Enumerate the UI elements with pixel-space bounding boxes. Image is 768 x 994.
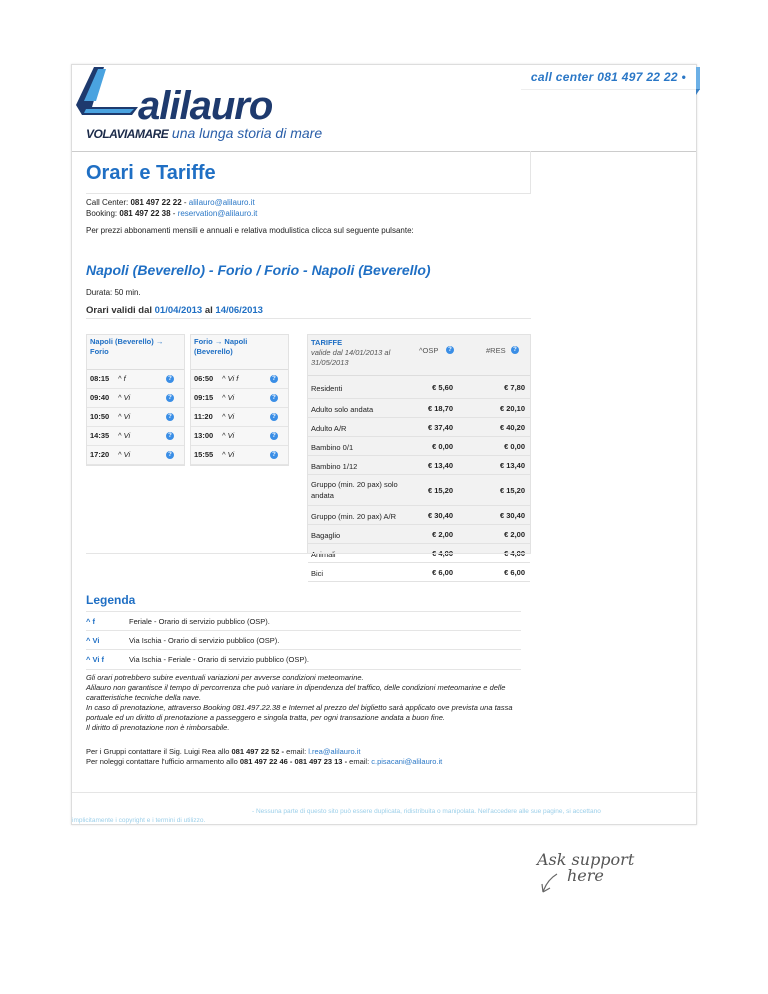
departure-note: ^ Vi (118, 393, 131, 402)
validity-line (86, 305, 263, 316)
info-icon[interactable]: ? (166, 451, 174, 459)
tariffe-osp-price: € 37,40 (427, 423, 453, 432)
separator: - (172, 209, 176, 218)
tariffe-osp-price: € 0,00 (432, 442, 453, 451)
table-row (87, 408, 184, 427)
departure-time: 09:15 (194, 393, 214, 402)
info-icon[interactable]: ? (270, 432, 278, 440)
departure-time: 11:20 (194, 412, 213, 421)
call-center-tab[interactable] (521, 67, 700, 90)
tariffe-label: Bagaglio (311, 531, 341, 540)
tariffe-osp-price: € 6,00 (432, 568, 453, 577)
legenda-row (86, 611, 521, 631)
info-icon[interactable]: ? (511, 346, 519, 354)
footer-line-2: implicitamente i copyright e i termini di utilizzo. (72, 817, 206, 824)
tariffe-label: Animali (311, 550, 336, 559)
note-line: Alilauro non garantisce il tempo di percorrenza che può variare in dipendenza del traffico, delle condizioni meteomarine e delle caratteristiche tecniche della nave. (86, 683, 506, 702)
tariffe-row (308, 418, 530, 437)
departure-note: ^ Vi (222, 450, 235, 459)
email-label: email: (286, 747, 307, 756)
legenda-text: Via Ischia - Feriale - Orario di servizio pubblico (OSP). (129, 655, 309, 664)
tariffe-osp-price: € 30,40 (427, 511, 453, 520)
tariffe-osp-price: € 13,40 (427, 461, 453, 470)
departure-time: 15:55 (194, 450, 214, 459)
departure-time: 08:15 (90, 374, 110, 383)
footer (72, 792, 696, 823)
departure-time: 17:20 (90, 450, 110, 459)
validity-mid: al (204, 305, 213, 316)
col-osp-label: ^OSP (419, 346, 439, 355)
tariffe-label: Residenti (311, 384, 343, 393)
call-center-label: Call Center: (86, 198, 129, 207)
note-line: Gli orari potrebbero subire eventuali variazioni per avverse condizioni meteomarine. (86, 673, 364, 682)
legenda-code: ^ Vi (86, 636, 100, 645)
validity-to: 14/06/2013 (215, 305, 263, 316)
call-center-line (86, 197, 257, 208)
tariffe-label: Adulto A/R (311, 424, 347, 433)
validity-divider (86, 318, 531, 319)
info-icon[interactable]: ? (270, 375, 278, 383)
groups-line (86, 747, 442, 757)
legenda-row (86, 649, 521, 670)
tariffe-row (308, 563, 530, 582)
table-row (87, 427, 184, 446)
group-contacts (86, 747, 442, 767)
noleggi-email-link[interactable]: c.pisacani@alilauro.it (371, 757, 443, 766)
timetable-return (190, 334, 289, 466)
call-center-number: 081 497 22 22 (130, 198, 182, 207)
groups-text: Per i Gruppi contattare il Sig. Luigi Rea allo (86, 747, 230, 756)
tariffe-label: Bambino 0/1 (311, 443, 354, 452)
col-res (486, 346, 517, 355)
info-icon[interactable]: ? (446, 346, 454, 354)
header (72, 65, 696, 151)
departure-note: ^ Vi (222, 393, 235, 402)
tariffe-table (307, 334, 531, 578)
footer-line-1: - Nessuna parte di questo sito può essere duplicata, ridistribuita o manipolata. Nell'accedere alle sue pagine, si accettano (252, 808, 601, 815)
tariffe-label: Adulto solo andata (311, 405, 374, 414)
tariffe-validity: valide dal 14/01/2013 al 31/05/2013 (311, 348, 391, 367)
tariffe-osp-price: € 15,20 (427, 486, 453, 495)
tariffe-res-price: € 15,20 (499, 486, 525, 495)
ask-support-widget[interactable] (537, 850, 647, 900)
departure-note: ^ Vi (222, 431, 235, 440)
tariffe-row (308, 506, 530, 525)
legenda-code: ^ f (86, 617, 95, 626)
tariffe-row (308, 399, 530, 418)
tariffe-row (308, 525, 530, 544)
tariffe-res-price: € 2,00 (504, 530, 525, 539)
durata: Durata: 50 min. (86, 288, 141, 297)
tariffe-header (308, 335, 530, 376)
noleggi-line (86, 757, 442, 767)
tariffe-res-price: € 7,80 (504, 383, 525, 392)
departure-note: ^ Vi f (222, 374, 239, 383)
tariffe-title: TARIFFE (311, 338, 343, 347)
booking-number: 081 497 22 38 (119, 209, 171, 218)
support-line-2: here (567, 866, 604, 885)
tariffe-res-price: € 4,00 (504, 549, 525, 558)
legenda-code: ^ Vi f (86, 655, 104, 664)
tariffe-res-price: € 6,00 (504, 568, 525, 577)
legenda-text: Via Ischia - Orario di servizio pubblico (OSP). (129, 636, 280, 645)
tariffe-label: Bambino 1/12 (311, 462, 358, 471)
call-center-email-link[interactable]: alilauro@alilauro.it (188, 198, 255, 207)
page-title: Orari e Tariffe (86, 162, 216, 184)
email-label: email: (349, 757, 370, 766)
info-icon[interactable]: ? (270, 451, 278, 459)
tariffe-res-price: € 30,40 (499, 511, 525, 520)
validity-prefix: Orari validi dal (86, 305, 152, 316)
note-line: Il diritto di prenotazione non è rimborsabile. (86, 723, 230, 732)
tariffe-osp-price: € 4,00 (432, 549, 453, 558)
table-row (87, 389, 184, 408)
tariffe-res-price: € 0,00 (504, 442, 525, 451)
tagline (86, 125, 322, 141)
departure-note: ^ Vi (222, 412, 235, 421)
tariffe-row (308, 376, 530, 399)
booking-label: Booking: (86, 209, 118, 218)
table-row (191, 370, 288, 389)
title-box (86, 151, 531, 194)
legenda-title: Legenda (86, 593, 136, 607)
tariffe-row (308, 456, 530, 475)
departure-time: 13:00 (194, 431, 214, 440)
tagline-brand: VOLAVIAMARE (86, 127, 169, 141)
timetable-return-header: Forio → Napoli (Beverello) (191, 335, 288, 370)
tagline-text: una lunga storia di mare (171, 125, 323, 141)
groups-email-link[interactable]: l.rea@alilauro.it (308, 747, 361, 756)
info-icon[interactable]: ? (270, 394, 278, 402)
departure-time: 06:50 (194, 374, 214, 383)
info-icon[interactable]: ? (166, 394, 174, 402)
table-row (191, 408, 288, 427)
notes (86, 673, 531, 733)
tariffe-osp-price: € 5,60 (432, 383, 453, 392)
table-row (87, 370, 184, 389)
logo-wordmark: alilauro (138, 84, 273, 128)
timetable-outbound (86, 334, 185, 466)
tariffe-row (308, 437, 530, 456)
departure-note: ^ Vi (118, 450, 131, 459)
tariffe-label: Gruppo (min. 20 pax) solo andata (311, 480, 398, 500)
table-row (191, 389, 288, 408)
tariffe-label: Gruppo (min. 20 pax) A/R (311, 512, 397, 521)
groups-number: 081 497 22 52 - (231, 747, 285, 756)
info-icon[interactable]: ? (166, 413, 174, 421)
booking-line (86, 208, 257, 219)
tariffe-res-price: € 13,40 (499, 461, 525, 470)
contacts (86, 197, 257, 219)
departure-time: 14:35 (90, 431, 110, 440)
info-icon[interactable]: ? (270, 413, 278, 421)
validity-from: 01/04/2013 (154, 305, 203, 316)
note-line: In caso di prenotazione, attraverso Booking 081.497.22.38 e Internet al prezzo del biglietto sarà applicato ove prevista una tassa portuale ed un diritto di prenotazione a passeggero e singola tratta, per ogni transazione andata a buon fine. (86, 703, 513, 722)
tariffe-row (308, 475, 530, 506)
table-row (191, 427, 288, 446)
departure-time: 09:40 (90, 393, 110, 402)
call-center-text: call center 081 497 22 22 • (530, 70, 686, 84)
departure-note: ^ Vi (118, 412, 131, 421)
departure-note: ^ Vi (118, 431, 131, 440)
tariffe-res-price: € 40,20 (499, 423, 525, 432)
route-title: Napoli (Beverello) - Forio / Forio - Napoli (Beverello) (86, 262, 431, 278)
col-res-label: #RES (486, 346, 506, 355)
arrow-icon (539, 872, 559, 894)
departure-note: ^ f (118, 374, 126, 383)
info-icon[interactable]: ? (166, 432, 174, 440)
legenda-row (86, 630, 521, 650)
legenda-text: Feriale - Orario di servizio pubblico (OSP). (129, 617, 270, 626)
tariffe-label: Bici (311, 569, 324, 578)
info-icon[interactable]: ? (166, 375, 174, 383)
tariffe-osp-price: € 2,00 (432, 530, 453, 539)
separator: - (183, 198, 187, 207)
booking-email-link[interactable]: reservation@alilauro.it (177, 209, 258, 218)
tariffe-rows (308, 376, 530, 582)
page-container (71, 64, 697, 825)
departure-time: 10:50 (90, 412, 110, 421)
footer-copyright (72, 807, 696, 816)
noleggi-number: 081 497 22 46 - 081 497 23 13 - (239, 757, 348, 766)
table-row (191, 446, 288, 465)
col-osp (419, 346, 452, 355)
noleggi-text: Per noleggi contattare l'ufficio armamento allo (86, 757, 238, 766)
table-row (87, 446, 184, 465)
abbonamenti-text: Per prezzi abbonamenti mensili e annuali e relativa modulistica clicca sul seguente pulsante: (86, 226, 414, 235)
support-line-1: Ask support (537, 850, 635, 869)
tariffe-res-price: € 20,10 (499, 404, 525, 413)
timetable-outbound-header: Napoli (Beverello) → Forio (87, 335, 184, 370)
tariffe-osp-price: € 18,70 (427, 404, 453, 413)
tables-divider (86, 553, 531, 554)
